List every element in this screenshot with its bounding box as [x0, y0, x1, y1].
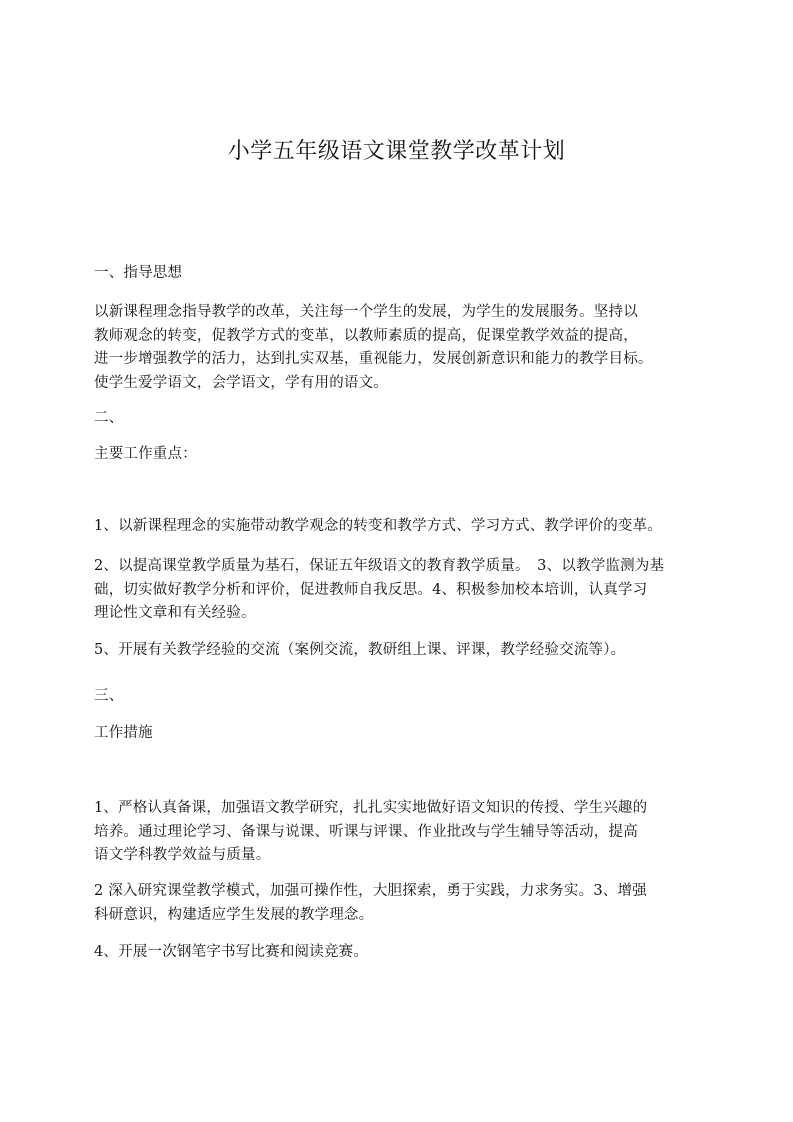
section3-item1-line: 1、严格认真备课，加强语文教学研究，扎扎实实地做好语文知识的传授、学生兴趣的: [94, 800, 648, 816]
section2-item2: [94, 555, 704, 626]
section2-item2-line: 础，切实做好教学分析和评价，促进教师自我反思。4、积极参加校本培训，认真学习: [94, 581, 648, 598]
document-title: 小学五年级语文课堂教学改革计划: [227, 139, 566, 164]
section1-paragraph-line: 以新课程理念指导教学的改革，关注每一个学生的发展，为学生的发展服务。坚持以: [94, 304, 638, 320]
section1-paragraph-line: 教师观念的转变，促教学方式的变革，以教师素质的提高，促课堂教学效益的提高，: [94, 327, 638, 344]
section3-item2-line: 2 深入研究课堂教学模式，加强可操作性，大胆探索，勇于实践，力求务实。3、增强: [94, 883, 647, 899]
section3-item2-line: 科研意识，构建适应学生发展的教学理念。: [94, 906, 374, 923]
section2-heading: 主要工作重点：: [94, 446, 197, 462]
section2-item5-line: 5、开展有关教学经验的交流（案例交流，教研组上课、评课，教学经验交流等）。: [94, 642, 626, 658]
section3-heading: 工作措施: [94, 725, 153, 741]
section3-item4: [94, 941, 704, 965]
section3-item4-line: 4、开展一次钢笔字书写比赛和阅读竞赛。: [94, 944, 369, 960]
section2-item2-line: 理论性文章和有关经验。: [94, 605, 256, 621]
section3-item1-line: 培养。通过理论学习、备课与说课、听课与评课、作业批改与学生辅导等活动，提高: [94, 823, 638, 840]
section1-heading: 一、指导思想: [94, 265, 183, 281]
section3-item1-line: 语文学科教学效益与质量。: [94, 847, 271, 863]
section1-paragraph-line: 使学生爱学语文，会学语文，学有用的语文。: [94, 374, 388, 391]
section2-item1-line: 1、以新课程理念的实施带动教学观念的转变和教学方式、学习方式、教学评价的变革。: [94, 518, 663, 534]
section3-item1: [94, 797, 704, 868]
section1-paragraph: [94, 301, 704, 395]
section1-paragraph-line: 进一步增强教学的活力，达到扎实双基，重视能力，发展创新意识和能力的教学目标。: [94, 351, 653, 367]
section2-item5: [94, 639, 704, 663]
section3-item2: [94, 880, 704, 927]
section2-item1: [94, 515, 704, 539]
section2-item2-line: 2、以提高课堂教学质量为基石，保证五年级语文的教育教学质量。 3、以教学监测为基: [94, 558, 665, 574]
section2-number: 二、: [94, 410, 124, 426]
section3-number: 三、: [94, 688, 124, 704]
